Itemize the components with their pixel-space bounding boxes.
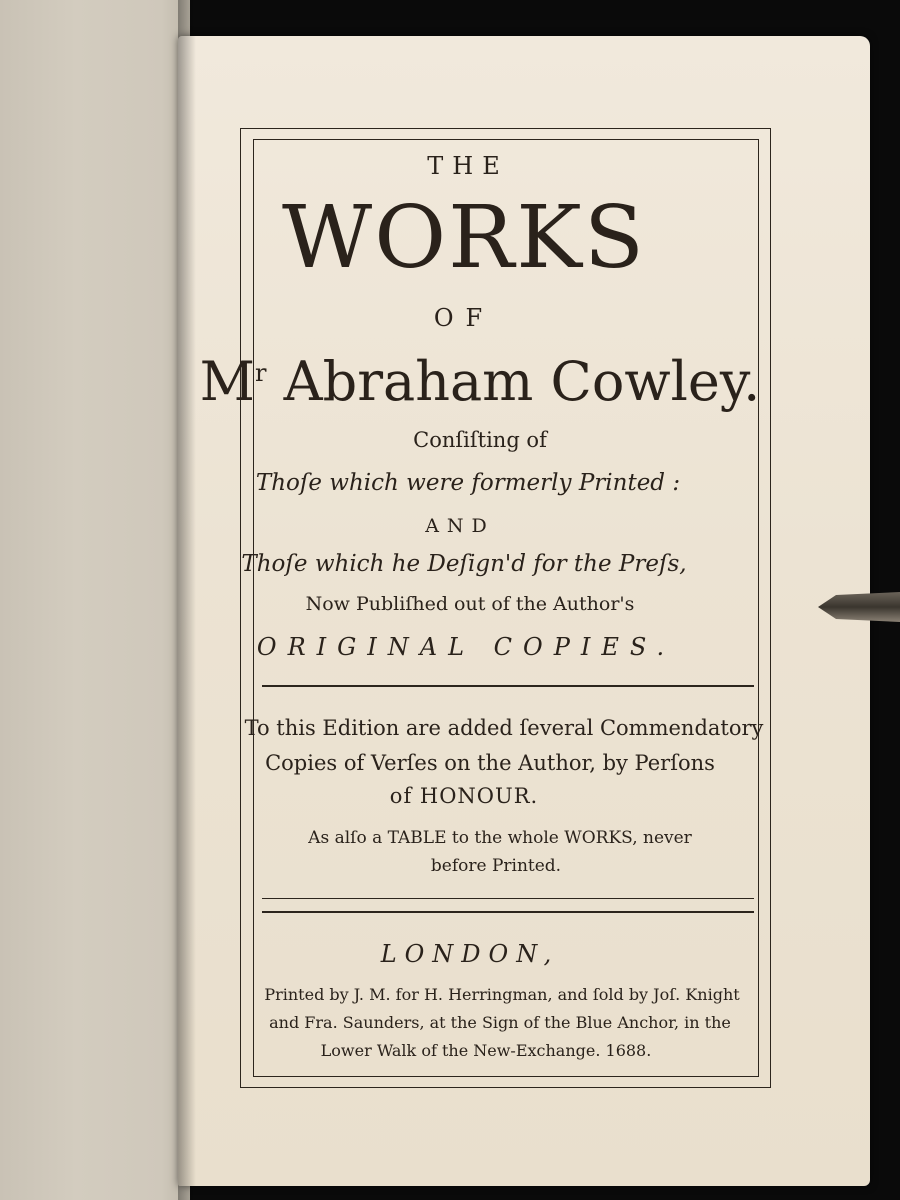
addition-line-2: Copies of Verſes on the Author, by Perſons (265, 751, 715, 775)
imprint-line-2: and Fra. Saunders, at the Sign of the Blue Anchor, in the (269, 1013, 731, 1032)
divider-rule-1 (262, 685, 754, 687)
imprint-line-3: Lower Walk of the New-Exchange. 1688. (320, 1041, 652, 1060)
published-line: Now Publiſhed out of the Author's (305, 593, 635, 615)
designed-line: Thoſe which he Deſign'd for the Preſs, (241, 551, 687, 577)
divider-rule-3 (262, 911, 754, 913)
imprint-city: LONDON, (380, 940, 560, 968)
author-sup: r (254, 359, 267, 387)
and-line: AND (425, 515, 495, 537)
formerly-line: Thoſe which were formerly Printed : (255, 470, 681, 496)
imprint-line-1: Printed by J. M. for H. Herringman, and ſold by Joſ. Knight (264, 985, 740, 1004)
addition-line-5: before Printed. (430, 856, 562, 876)
author-surname: Abraham Cowley. (283, 350, 761, 413)
divider-rule-2 (262, 898, 754, 899)
title-the: THE (427, 152, 509, 180)
addition-line-1: To this Edition are added ſeveral Commendatory (244, 716, 764, 740)
author-prefix: M (199, 350, 255, 413)
author-name (30, 350, 900, 413)
consisting-line: Conſiſting of (413, 428, 547, 452)
title-of: OF (433, 304, 495, 332)
title-works: WORKS (282, 188, 646, 288)
addition-line-4: As alſo a TABLE to the whole WORKS, never (308, 828, 692, 848)
addition-line-3: of HONOUR. (389, 784, 539, 808)
original-copies: ORIGINAL COPIES. (256, 633, 676, 661)
